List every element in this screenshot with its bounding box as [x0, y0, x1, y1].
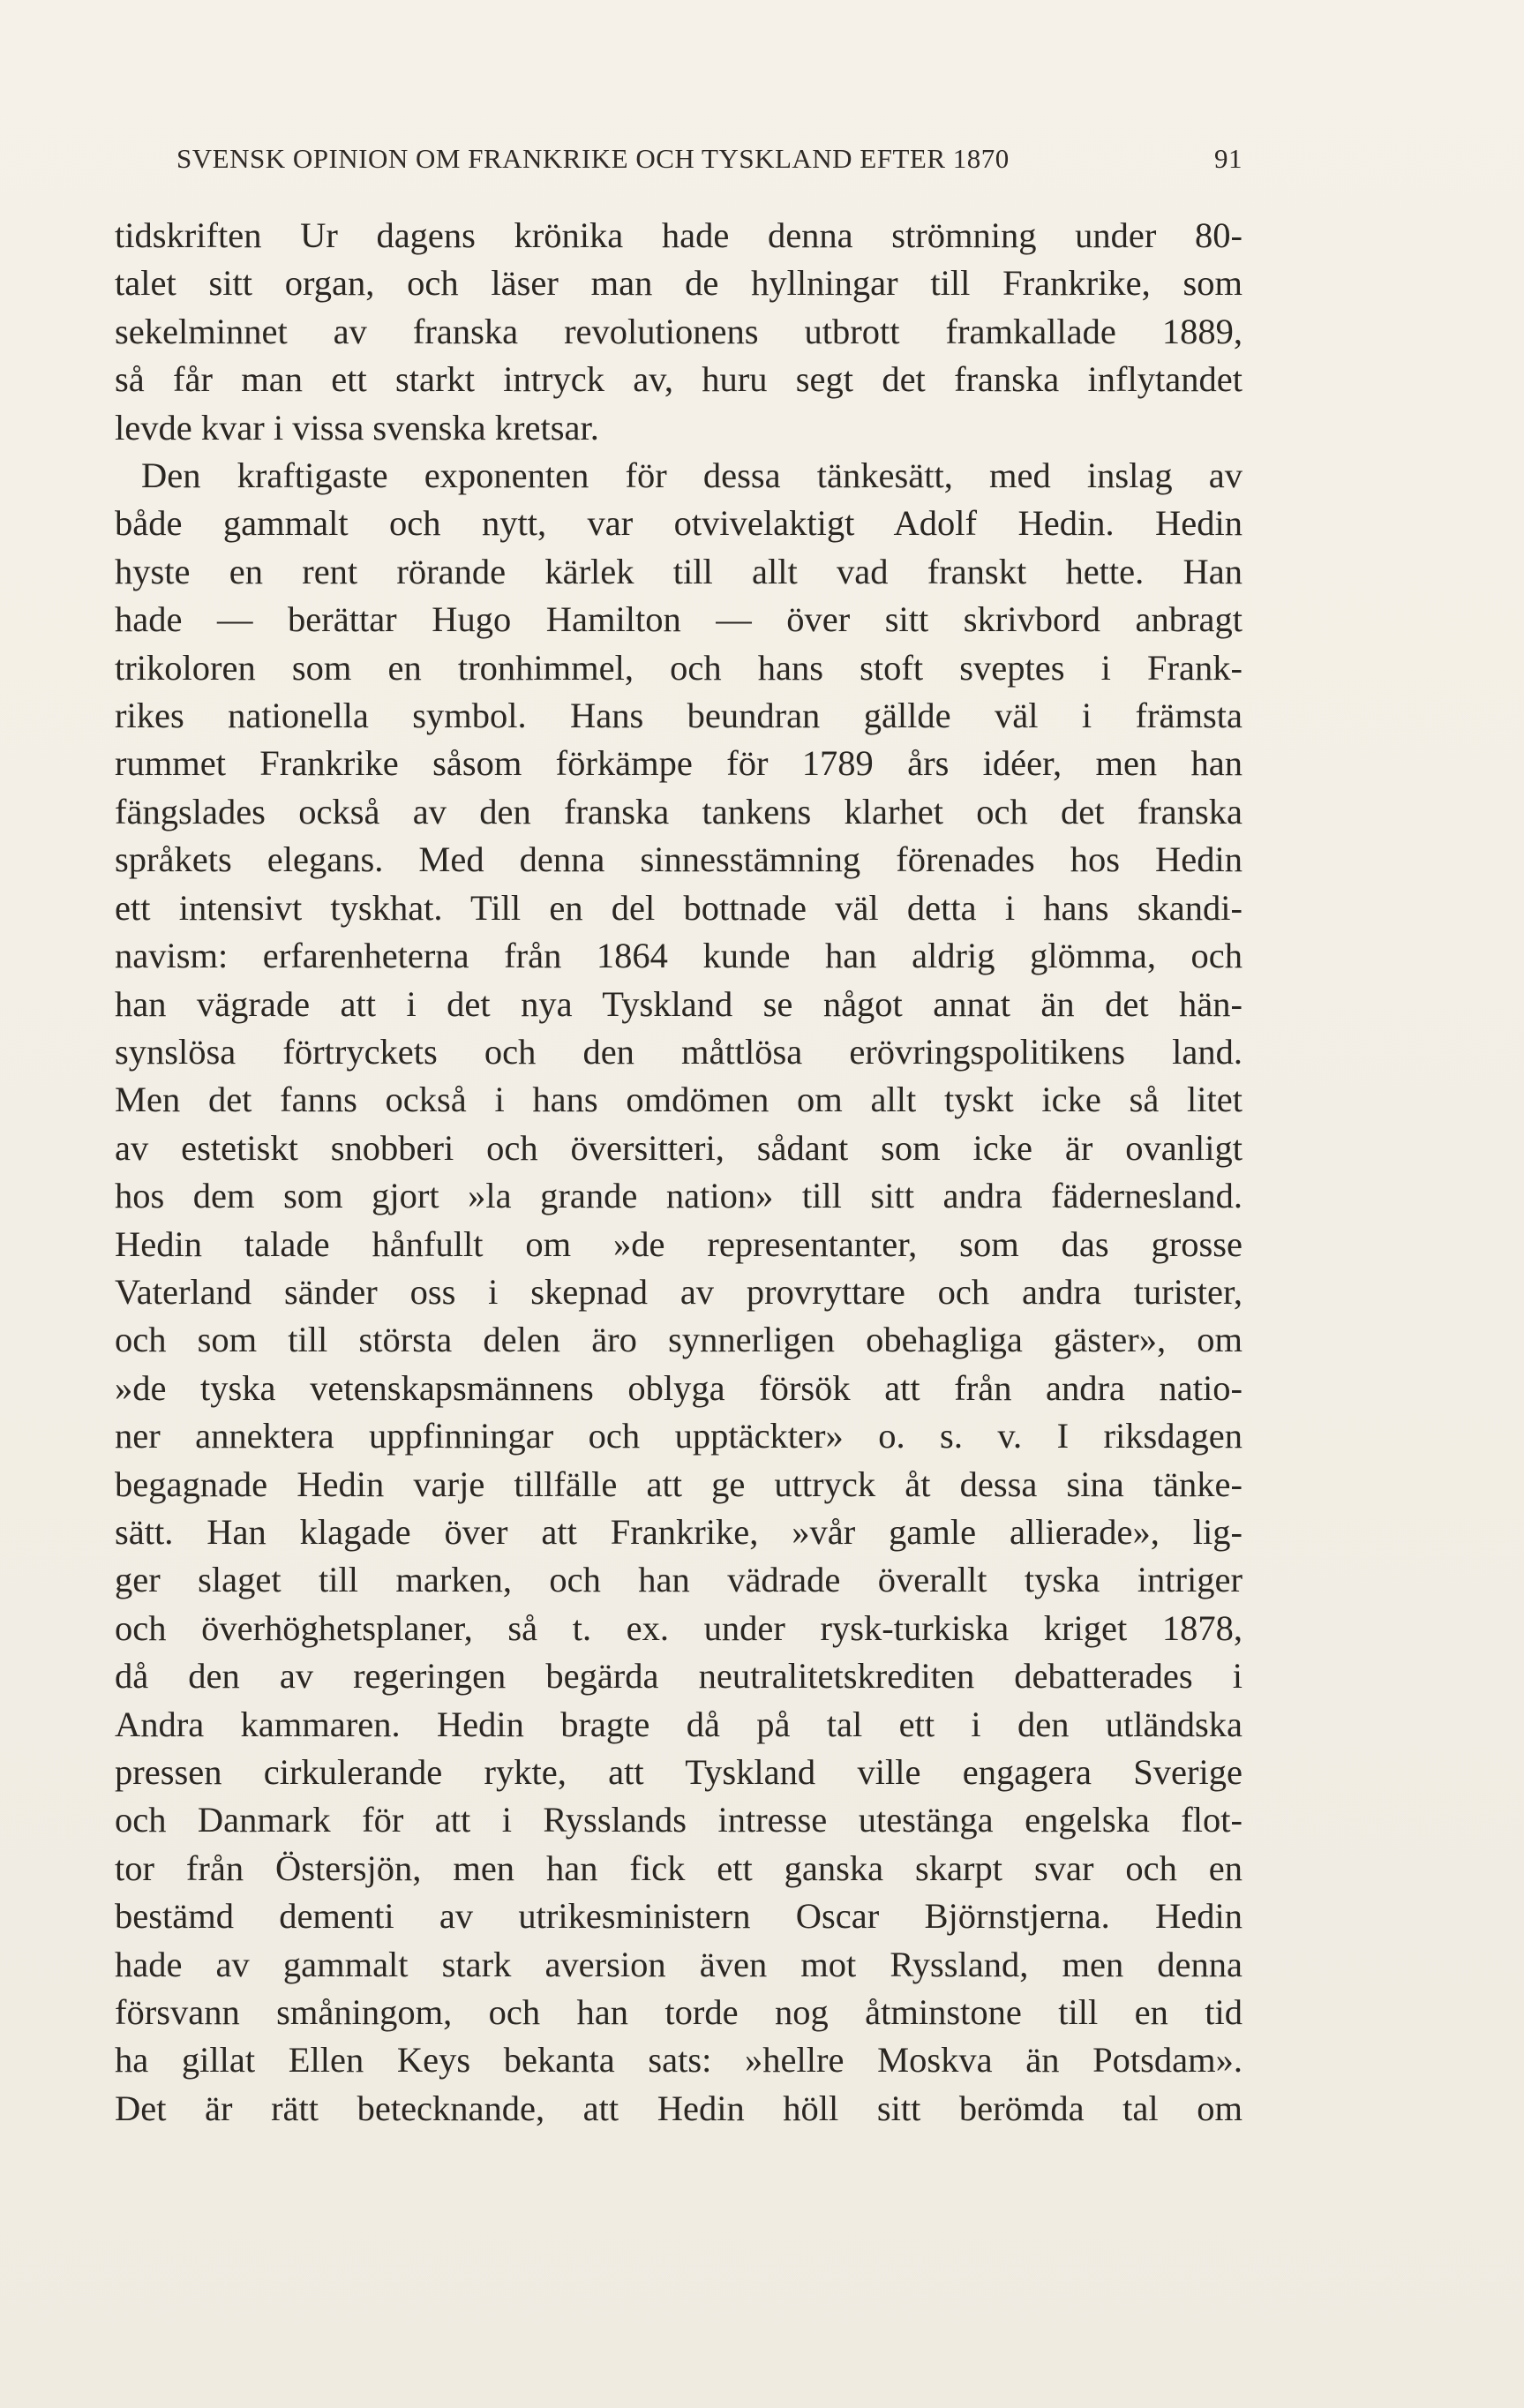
text-line: rikes nationella symbol. Hans beundran gällde väl i främsta [115, 696, 1242, 736]
text-line: både gammalt och nytt, var otvivelaktigt Adolf Hedin. Hedin [115, 503, 1242, 544]
text-line: sätt. Han klagade över att Frankrike, »vår gamle allierade», lig- [115, 1511, 1242, 1552]
text-line: och överhöghetsplaner, så t. ex. under rysk-turkiska kriget 1878, [115, 1607, 1242, 1648]
text-line: då den av regeringen begärda neutralitetskrediten debatterades i [115, 1656, 1242, 1697]
text-line: Vaterland sänder oss i skepnad av provryttare och andra turister, [115, 1271, 1242, 1312]
text-line: fängslades också av den franska tankens klarhet och det franska [115, 791, 1242, 832]
text-line: trikoloren som en tronhimmel, och hans stoft sveptes i Frank- [115, 647, 1242, 688]
text-line: Den kraftigaste exponenten för dessa tänkesätt, med inslag av [141, 455, 1242, 496]
text-line: hyste en rent rörande kärlek till allt vad franskt hette. Han [115, 551, 1242, 591]
page-number: 91 [1214, 143, 1242, 174]
text-line: han vägrade att i det nya Tyskland se något annat än det hän- [115, 983, 1242, 1024]
text-line: hos dem som gjort »la grande nation» till sitt andra fädernesland. [115, 1176, 1242, 1216]
text-line: försvann småningom, och han torde nog åtminstone till en tid [115, 1992, 1242, 2033]
text-line: Hedin talade hånfullt om »de representanter, som das grosse [115, 1223, 1242, 1264]
text-line: språkets elegans. Med denna sinnesstämning förenades hos Hedin [115, 839, 1242, 880]
text-line: tor från Östersjön, men han fick ett ganska skarpt svar och en [115, 1847, 1242, 1888]
text-line: »de tyska vetenskapsmännens oblyga försök att från andra natio- [115, 1367, 1242, 1408]
running-title: SVENSK OPINION OM FRANKRIKE OCH TYSKLAND EFTER 1870 [176, 143, 1010, 174]
body-text [115, 212, 1242, 2133]
page-header [176, 143, 1242, 175]
text-line: rummet Frankrike såsom förkämpe för 1789 års idéer, men han [115, 743, 1242, 784]
text-line: ha gillat Ellen Keys bekanta sats: »hellre Moskva än Potsdam». [115, 2040, 1242, 2081]
text-line: bestämd dementi av utrikesministern Oscar Björnstjerna. Hedin [115, 1896, 1242, 1937]
text-line: Det är rätt betecknande, att Hedin höll sitt berömda tal om [115, 2088, 1242, 2128]
text-line: levde kvar i vissa svenska kretsar. [115, 407, 599, 448]
text-line: hade — berättar Hugo Hamilton — över sitt skrivbord anbragt [115, 599, 1242, 640]
text-line: ett intensivt tyskhat. Till en del bottnade väl detta i hans skandi- [115, 887, 1242, 928]
text-line: pressen cirkulerande rykte, att Tyskland ville engagera Sverige [115, 1752, 1242, 1792]
text-line: navism: erfarenheterna från 1864 kunde han aldrig glömma, och [115, 936, 1242, 976]
text-line: talet sitt organ, och läser man de hyllningar till Frankrike, som [115, 263, 1242, 304]
text-line: och som till största delen äro synnerligen obehagliga gäster», om [115, 1320, 1242, 1360]
text-line: begagnade Hedin varje tillfälle att ge uttryck åt dessa sina tänke- [115, 1464, 1242, 1504]
text-line: ger slaget till marken, och han vädrade överallt tyska intriger [115, 1560, 1242, 1600]
text-line: så får man ett starkt intryck av, huru segt det franska inflytandet [115, 359, 1242, 400]
text-line: av estetiskt snobberi och översitteri, sådant som icke är ovanligt [115, 1127, 1242, 1168]
text-line: synslösa förtryckets och den måttlösa erövringspolitikens land. [115, 1031, 1242, 1072]
text-line: tidskriften Ur dagens krönika hade denna strömning under 80- [115, 215, 1242, 255]
text-line: Andra kammaren. Hedin bragte då på tal ett i den utländska [115, 1704, 1242, 1744]
text-line: ner annektera uppfinningar och upptäckter» o. s. v. I riksdagen [115, 1416, 1242, 1456]
text-line: Men det fanns också i hans omdömen om allt tyskt icke så litet [115, 1080, 1242, 1120]
text-line: sekelminnet av franska revolutionens utbrott framkallade 1889, [115, 311, 1242, 351]
text-line: och Danmark för att i Rysslands intresse utestänga engelska flot- [115, 1800, 1242, 1840]
text-line: hade av gammalt stark aversion även mot Ryssland, men denna [115, 1944, 1242, 1984]
